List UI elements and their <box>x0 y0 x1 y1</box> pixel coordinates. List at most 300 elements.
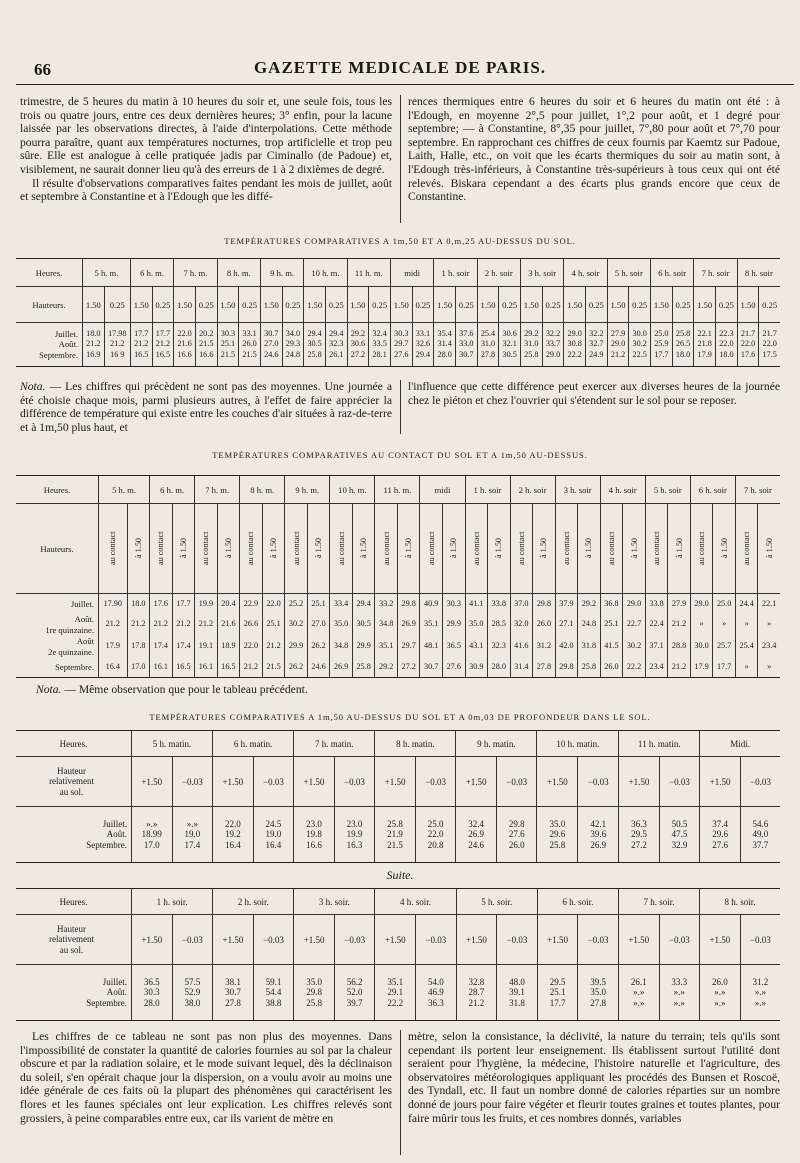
height-cell: 1.50 <box>217 287 239 323</box>
value-cell: 33.1 26.0 21.5 <box>239 323 261 367</box>
value-cell: 30.7 27.0 24.6 <box>260 323 282 367</box>
value-cell: 27.6 <box>442 658 465 678</box>
value-cell: 30.7 <box>420 658 443 678</box>
hour-header: 5 h. soir <box>607 259 650 287</box>
value-cell: 29.9 <box>352 636 375 658</box>
suite-label: Suite. <box>386 868 414 882</box>
height-cell: 1.50 <box>694 287 716 323</box>
hour-header: Midi. <box>700 731 780 757</box>
heures-label: Heures. <box>16 476 99 504</box>
closing-divider <box>400 1030 401 1155</box>
value-cell: 22.0 <box>262 594 285 614</box>
value-cell: 17.90 <box>99 594 128 614</box>
intro-left-paragraph-1: trimestre, de 5 heures du matin à 10 heures du soir et, une seule fois, tous les trois ou quatre jours, entre ces deux dernières heures; 3° enfin, pour la lacune laissée par les observations directes, à l'aide d'interpolations. Cette méthode pourra paraître, quant aux températures nocturnes, trop artificielle et trop peu sûre. Elle est analogue à celle pratiquée jadis par Ciminallo (de Padoue) et, visiblement, ne saurait donner lieu qu'à des erreurs de 1 à 2 dixièmes de degré. <box>20 95 392 176</box>
row-label: Juillet. <box>16 594 99 614</box>
height-cell <box>195 504 218 594</box>
value-cell: 32.4 26.9 24.6 <box>456 807 497 863</box>
value-cell: » <box>690 614 713 636</box>
height-cell: +1.50 <box>132 915 173 965</box>
value-cell: 16.5 <box>217 658 240 678</box>
value-cell: 27.1 <box>555 614 578 636</box>
value-cell: 22.0 21.6 16.6 <box>174 323 196 367</box>
value-cell: 18.0 21.2 16.9 <box>83 323 105 367</box>
height-cell: +1.50 <box>456 757 497 807</box>
note1-right <box>408 380 780 407</box>
value-cell: 35.1 <box>375 636 398 658</box>
height-cell: −0.03 <box>497 915 538 965</box>
hour-header: 7 h. soir <box>694 259 737 287</box>
value-cell: 28.0 <box>488 658 511 678</box>
height-cell <box>420 504 443 594</box>
value-cell: 31.2 ».» ».» <box>740 965 780 1021</box>
value-cell: 27.2 <box>397 658 420 678</box>
hour-header: 7 h. m. <box>195 476 240 504</box>
height-cell: +1.50 <box>213 915 254 965</box>
hour-header: 6 h. m. <box>130 259 173 287</box>
heures-label: Heures. <box>16 889 132 915</box>
height-cell: 0.25 <box>759 287 780 323</box>
height-label: à 1.50 <box>629 537 639 558</box>
height-cell: −0.03 <box>578 757 619 807</box>
value-cell: 26.0 ».» ».» <box>700 965 741 1021</box>
value-cell: 31.4 <box>510 658 533 678</box>
height-cell: +1.50 <box>375 915 416 965</box>
value-cell: 29.4 30.5 25.8 <box>304 323 326 367</box>
months-label: Juillet. Août. Septembre. <box>16 965 132 1021</box>
height-label: au contact <box>742 530 752 565</box>
hour-header: 10 h. m. <box>330 476 375 504</box>
hour-header: 5 h. soir <box>645 476 690 504</box>
value-cell: ».» 18.99 17.0 <box>132 807 173 863</box>
height-cell <box>623 504 646 594</box>
value-cell: 37.4 29.6 27.6 <box>700 807 741 863</box>
intro-right-paragraph: rences thermiques entre 6 heures du soir et 6 heures du matin ont été : à l'Edough, en moyenne 2°,5 pour juillet, 1°,2 pour août, et 1 degré pour septembre; — à Constantine, 8°,35 pour juillet, 7°,80 pour août et 7°,70 pour septembre. En rapprochant ces chiffres de ceux fournis par Kaemtz sur Padoue, Laith, Halle, etc., on voit que les écarts thermiques du soir au matin sont, à l'Edough très-inférieurs, à Constantine très-supérieurs à tous ceux qui ont été relevés. Biskara cependant a des écarts plus grands encore que ceux de Constantine. <box>408 95 780 204</box>
height-label: à 1.50 <box>359 537 369 558</box>
value-cell: 50.5 47.5 32.9 <box>659 807 700 863</box>
height-cell <box>375 504 398 594</box>
height-label: au contact <box>336 530 346 565</box>
value-cell: 22.7 <box>623 614 646 636</box>
value-cell: 33.3 ».» ».» <box>659 965 700 1021</box>
value-cell: 17.7 <box>713 658 736 678</box>
note2-text: — Même observation que pour le tableau précédent. <box>61 683 308 696</box>
note2-label: Nota. <box>36 683 62 696</box>
value-cell: 24.5 19.0 16.4 <box>253 807 294 863</box>
value-cell: 29.8 <box>533 594 556 614</box>
height-cell: 0.25 <box>104 287 130 323</box>
height-cell: −0.03 <box>416 915 457 965</box>
height-cell: 0.25 <box>586 287 608 323</box>
value-cell: 29.9 <box>285 636 308 658</box>
height-label: au contact <box>697 530 707 565</box>
hour-header: 5 h. matin. <box>132 731 213 757</box>
height-cell <box>488 504 511 594</box>
page-number: 66 <box>34 60 51 79</box>
value-cell: 28.8 <box>668 636 691 658</box>
height-cell: −0.03 <box>172 915 213 965</box>
height-label: au contact <box>156 530 166 565</box>
hour-header: 1 h. soir <box>465 476 510 504</box>
height-cell <box>352 504 375 594</box>
hour-header: midi <box>420 476 465 504</box>
hour-header: 9 h. matin. <box>456 731 537 757</box>
note1-divider <box>400 380 401 434</box>
value-cell: 33.8 <box>488 594 511 614</box>
height-cell <box>510 504 533 594</box>
value-cell: 25.1 <box>307 594 330 614</box>
height-cell: 0.25 <box>195 287 217 323</box>
height-label: à 1.50 <box>269 537 278 558</box>
hauteur-label: Hauteur relativement au sol. <box>16 915 132 965</box>
value-cell: 36.3 29.5 27.2 <box>619 807 660 863</box>
value-cell: 17.7 <box>172 594 195 614</box>
height-cell: +1.50 <box>375 757 416 807</box>
height-cell <box>735 504 758 594</box>
value-cell: 35.0 <box>465 614 488 636</box>
height-label: à 1.50 <box>404 537 414 558</box>
value-cell: » <box>735 614 758 636</box>
note1-right-text: l'influence que cette différence peut exercer aux diverses heures de la journée chez le piéton et chez l'ouvrier qui s'étendent sur le sol pour se reposer. <box>408 380 780 407</box>
value-cell: 17.9 <box>99 636 128 658</box>
value-cell: 28.5 <box>488 614 511 636</box>
value-cell: 29.8 27.6 26.0 <box>496 807 537 863</box>
value-cell: 21.7 22.0 17.5 <box>759 323 780 367</box>
value-cell: 27.9 <box>668 594 691 614</box>
height-cell <box>758 504 780 594</box>
height-cell: 1.50 <box>260 287 282 323</box>
height-label: au contact <box>246 530 256 565</box>
value-cell: 21.2 <box>668 658 691 678</box>
height-cell: −0.03 <box>740 915 780 965</box>
table3 <box>16 730 780 863</box>
value-cell: 18.9 <box>217 636 240 658</box>
height-label: à 1.50 <box>133 537 143 558</box>
table-row <box>16 594 780 614</box>
height-label: à 1.50 <box>674 537 684 558</box>
height-label: au contact <box>606 530 616 565</box>
height-label: au contact <box>561 530 571 565</box>
height-label: à 1.50 <box>178 537 188 558</box>
value-cell: 23.0 19.9 16.3 <box>334 807 375 863</box>
height-cell <box>262 504 285 594</box>
value-cell: 25.8 26.5 18.0 <box>672 323 694 367</box>
hour-header: 5 h. soir. <box>456 889 537 915</box>
journal-header: GAZETTE MEDICALE DE PARIS. <box>253 58 547 77</box>
hour-header: 10 h. matin. <box>537 731 619 757</box>
value-cell: 19.9 <box>195 594 218 614</box>
value-cell: 25.0 22.0 20.8 <box>415 807 456 863</box>
value-cell: 30.3 29.7 27.6 <box>390 323 412 367</box>
value-cell: 16.1 <box>150 658 173 678</box>
value-cell: 41.5 <box>600 636 623 658</box>
value-cell: 34.8 <box>375 614 398 636</box>
value-cell: 35.4 31.4 28.0 <box>434 323 456 367</box>
row-label: Août 2e quinzaine. <box>48 636 94 657</box>
height-cell: +1.50 <box>700 915 741 965</box>
value-cell: 30.2 <box>285 614 308 636</box>
hour-header: 6 h. matin. <box>213 731 294 757</box>
value-cell: 29.8 <box>397 594 420 614</box>
hour-header: 5 h. m. <box>83 259 131 287</box>
height-cell <box>645 504 668 594</box>
height-cell: −0.03 <box>578 915 619 965</box>
value-cell: 16.5 <box>172 658 195 678</box>
height-label: au contact <box>201 530 211 565</box>
value-cell: 35.0 29.8 25.8 <box>294 965 335 1021</box>
value-cell: 29.8 <box>555 658 578 678</box>
value-cell: 17.0 <box>127 658 150 678</box>
value-cell: 26.1 ».» ».» <box>618 965 659 1021</box>
value-cell: » <box>713 614 736 636</box>
closing-right-column <box>408 1030 780 1125</box>
height-cell <box>150 504 173 594</box>
height-cell <box>99 504 128 594</box>
note1-left <box>20 380 392 434</box>
height-label: au contact <box>471 530 481 565</box>
heures-label: Heures. <box>16 259 83 287</box>
hour-header: 11 h. matin. <box>619 731 700 757</box>
hour-header: 8 h. m. <box>217 259 260 287</box>
table3-caption: TEMPÉRATURES COMPARATIVES A 1m,50 AU-DESSUS DU SOL ET A 0m,03 DE PROFONDEUR DANS LE SOL. <box>149 712 651 722</box>
height-cell: 1.50 <box>304 287 326 323</box>
value-cell: 29.4 32.3 26.1 <box>325 323 347 367</box>
value-cell: 37.6 33.0 30.7 <box>455 323 477 367</box>
height-cell <box>555 504 578 594</box>
hour-header: 3 h. soir <box>520 259 563 287</box>
height-cell: −0.03 <box>659 915 700 965</box>
value-cell: 29.7 <box>397 636 420 658</box>
height-cell: +1.50 <box>619 757 660 807</box>
value-cell: 29.2 <box>578 594 601 614</box>
height-cell <box>533 504 556 594</box>
hour-header: 9 h. m. <box>285 476 330 504</box>
height-label: au contact <box>291 530 301 565</box>
value-cell: 25.4 31.0 27.8 <box>477 323 499 367</box>
value-cell: 21.7 22.0 17.6 <box>737 323 759 367</box>
hour-header: 8 h. m. <box>240 476 285 504</box>
value-cell: 29.4 <box>352 594 375 614</box>
value-cell: 22.4 <box>645 614 668 636</box>
height-cell: 1.50 <box>390 287 412 323</box>
value-cell: 27.8 <box>533 658 556 678</box>
hour-header: 6 h. soir <box>651 259 694 287</box>
hour-header: 8 h. soir. <box>700 889 780 915</box>
value-cell: 20.2 21.5 16.6 <box>195 323 217 367</box>
hour-header: 5 h. m. <box>99 476 150 504</box>
value-cell: 25.8 21.9 21.5 <box>375 807 416 863</box>
value-cell: 21.5 <box>262 658 285 678</box>
value-cell: 32.0 <box>510 614 533 636</box>
value-cell: 34.8 <box>330 636 353 658</box>
value-cell: 16.4 <box>99 658 128 678</box>
height-label: au contact <box>652 530 662 565</box>
height-cell: 0.25 <box>629 287 651 323</box>
height-cell <box>668 504 691 594</box>
height-cell: 1.50 <box>520 287 542 323</box>
value-cell: 30.3 25.1 21.5 <box>217 323 239 367</box>
height-cell: +1.50 <box>294 915 335 965</box>
value-cell: 26.6 <box>240 614 263 636</box>
height-cell: 1.50 <box>607 287 629 323</box>
value-cell: 21.6 <box>217 614 240 636</box>
value-cell: 30.5 <box>352 614 375 636</box>
value-cell: 29.0 <box>623 594 646 614</box>
value-cell: 29.0 <box>690 594 713 614</box>
value-cell: 22.0 <box>240 636 263 658</box>
value-cell: 16.1 <box>195 658 218 678</box>
height-cell: 1.50 <box>737 287 759 323</box>
hour-header: 9 h. m. <box>260 259 303 287</box>
value-cell: 17.6 <box>150 594 173 614</box>
value-cell: 21.2 <box>668 614 691 636</box>
intro-left-column <box>20 95 392 204</box>
height-cell <box>578 504 601 594</box>
value-cell: 25.1 <box>600 614 623 636</box>
note2 <box>36 683 776 697</box>
value-cell: 23.4 <box>758 636 780 658</box>
height-cell: 0.25 <box>672 287 694 323</box>
value-cell: 17.7 21.2 16.5 <box>152 323 174 367</box>
height-cell: 1.50 <box>477 287 499 323</box>
hour-header: 8 h. matin. <box>375 731 456 757</box>
value-cell: 30.0 30.2 22.5 <box>629 323 651 367</box>
value-cell: 29.2 31.0 25.8 <box>520 323 542 367</box>
height-cell: 0.25 <box>542 287 564 323</box>
hour-header: 8 h. soir <box>737 259 780 287</box>
value-cell: 17.4 <box>150 636 173 658</box>
table1-caption: TEMPÉRATURES COMPARATIVES A 1m,50 ET A 0,m,25 AU-DESSUS DU SOL. <box>224 236 576 246</box>
hour-header: 6 h. soir <box>690 476 735 504</box>
hour-header: 4 h. soir <box>600 476 645 504</box>
value-cell: 27.0 <box>307 614 330 636</box>
height-cell: 0.25 <box>239 287 261 323</box>
closing-left-paragraph: Les chiffres de ce tableau ne sont pas non plus des moyennes. Dans l'impossibilité de constater la quantité de calories fournies au sol par la chaleur obscure et par la radiation solaire, et le mode suivant lequel, dès la déclinaison du soleil, s'en opérait chaque jour la dispersion, on a voulu avoir au moins une idée générale de ces faits où la plupart des phénomènes qui caractérisent les flores et les faunes spéciales ont leur explication. Les chiffres relevés sont grossiers, à peine comparables entre eux, car ils varient de mètre en <box>20 1030 392 1125</box>
hour-header: 10 h. m. <box>304 259 347 287</box>
value-cell: 35.0 29.6 25.8 <box>537 807 578 863</box>
value-cell: 31.8 <box>578 636 601 658</box>
hour-header: 2 h. soir <box>477 259 520 287</box>
height-cell: 1.50 <box>651 287 673 323</box>
value-cell: 22.1 <box>758 594 780 614</box>
value-cell: 22.0 19.2 16.4 <box>213 807 254 863</box>
height-cell: 0.25 <box>455 287 477 323</box>
value-cell: 43.1 <box>465 636 488 658</box>
value-cell: 26.9 <box>397 614 420 636</box>
value-cell: 25.1 <box>262 614 285 636</box>
value-cell: 35.0 <box>330 614 353 636</box>
value-cell: 41.1 <box>465 594 488 614</box>
value-cell: 42.1 39.6 26.9 <box>578 807 619 863</box>
value-cell: 32.4 33.5 28.1 <box>369 323 391 367</box>
value-cell: 36.5 30.3 28.0 <box>132 965 173 1021</box>
height-cell: 0.25 <box>369 287 391 323</box>
hour-header: 2 h. soir <box>510 476 555 504</box>
value-cell: 29.2 30.6 27.2 <box>347 323 369 367</box>
hauteurs-label: Hauteurs. <box>16 504 99 594</box>
height-cell <box>127 504 150 594</box>
value-cell: 32.2 33.7 29.0 <box>542 323 564 367</box>
value-cell: 32.3 <box>488 636 511 658</box>
note1-left-text: — Les chiffres qui précèdent ne sont pas des moyennes. Une journée a été choisie chaque mois, parmi plusieurs autres, à l'effet de faire apprécier la différence de température qui existe entre les couches d'air situées à raz-de-terre et à 1m,50 plus haut, et <box>20 380 392 434</box>
value-cell: 33.8 <box>645 594 668 614</box>
value-cell: 26.2 <box>285 658 308 678</box>
height-cell <box>172 504 195 594</box>
value-cell: 22.2 <box>623 658 646 678</box>
height-cell: −0.03 <box>496 757 537 807</box>
value-cell: 17.7 21.2 16.5 <box>130 323 152 367</box>
row-label: Septembre. <box>16 658 99 678</box>
value-cell: 25.8 <box>578 658 601 678</box>
height-cell: 1.50 <box>83 287 105 323</box>
intro-right-column <box>408 95 780 204</box>
height-label: au contact <box>516 530 526 565</box>
value-cell: 42.0 <box>555 636 578 658</box>
height-cell <box>397 504 420 594</box>
hauteur-label: Hauteur relativement au sol. <box>16 757 132 807</box>
value-cell: 20.4 <box>217 594 240 614</box>
value-cell: 30.6 32.1 30.5 <box>499 323 521 367</box>
value-cell: 36.5 <box>442 636 465 658</box>
hauteurs-label: Hauteurs. <box>16 287 83 323</box>
hour-header: 6 h. soir. <box>537 889 618 915</box>
closing-left-column <box>20 1030 392 1125</box>
value-cell: 22.9 <box>240 594 263 614</box>
value-cell: 25.0 25.9 17.7 <box>651 323 673 367</box>
height-cell: −0.03 <box>334 915 375 965</box>
hour-header: 2 h. soir. <box>213 889 294 915</box>
height-cell <box>285 504 308 594</box>
height-cell: +1.50 <box>456 915 497 965</box>
months-label: Juillet. Août. Septembre. <box>16 323 83 367</box>
height-cell: −0.03 <box>415 757 456 807</box>
height-label: à 1.50 <box>223 537 233 558</box>
height-label: au contact <box>426 530 436 565</box>
value-cell: 17.9 <box>690 658 713 678</box>
intro-left-paragraph-2: Il résulte d'observations comparatives faites pendant les mois de juillet, août et septembre à Constantine et à l'Edough que les diffé- <box>20 176 392 204</box>
value-cell: » <box>735 658 758 678</box>
value-cell: 48.1 <box>420 636 443 658</box>
value-cell: 37.1 <box>645 636 668 658</box>
table2-caption: TEMPÉRATURES COMPARATIVES AU CONTACT DU SOL ET A 1m,50 AU-DESSUS. <box>212 450 588 460</box>
value-cell: 25.7 <box>713 636 736 658</box>
hour-header: 4 h. soir. <box>375 889 456 915</box>
value-cell: 32.2 32.7 24.9 <box>586 323 608 367</box>
value-cell: 29.5 25.1 17.7 <box>537 965 578 1021</box>
height-cell <box>240 504 263 594</box>
value-cell: 34.0 29.3 24.8 <box>282 323 304 367</box>
value-cell: 21.2 <box>195 614 218 636</box>
value-cell: 41.6 <box>510 636 533 658</box>
hour-header: 11 h. m. <box>375 476 420 504</box>
value-cell: 26.9 <box>330 658 353 678</box>
value-cell: 33.2 <box>375 594 398 614</box>
height-cell <box>713 504 736 594</box>
value-cell: 21.2 <box>240 658 263 678</box>
height-cell: 1.50 <box>130 287 152 323</box>
height-cell: 0.25 <box>152 287 174 323</box>
hour-header: 1 h. soir <box>434 259 477 287</box>
value-cell: 29.9 <box>442 614 465 636</box>
value-cell: 59.1 54.4 38.8 <box>253 965 294 1021</box>
height-cell <box>217 504 240 594</box>
value-cell: 23.0 19.8 16.6 <box>294 807 335 863</box>
value-cell: 54.0 46.9 36.3 <box>416 965 457 1021</box>
value-cell: 39.5 35.0 27.8 <box>578 965 619 1021</box>
value-cell: 17.98 21.2 16 9 <box>104 323 130 367</box>
value-cell: 30.9 <box>465 658 488 678</box>
value-cell: 54.6 49.0 37.7 <box>740 807 780 863</box>
height-cell <box>330 504 353 594</box>
